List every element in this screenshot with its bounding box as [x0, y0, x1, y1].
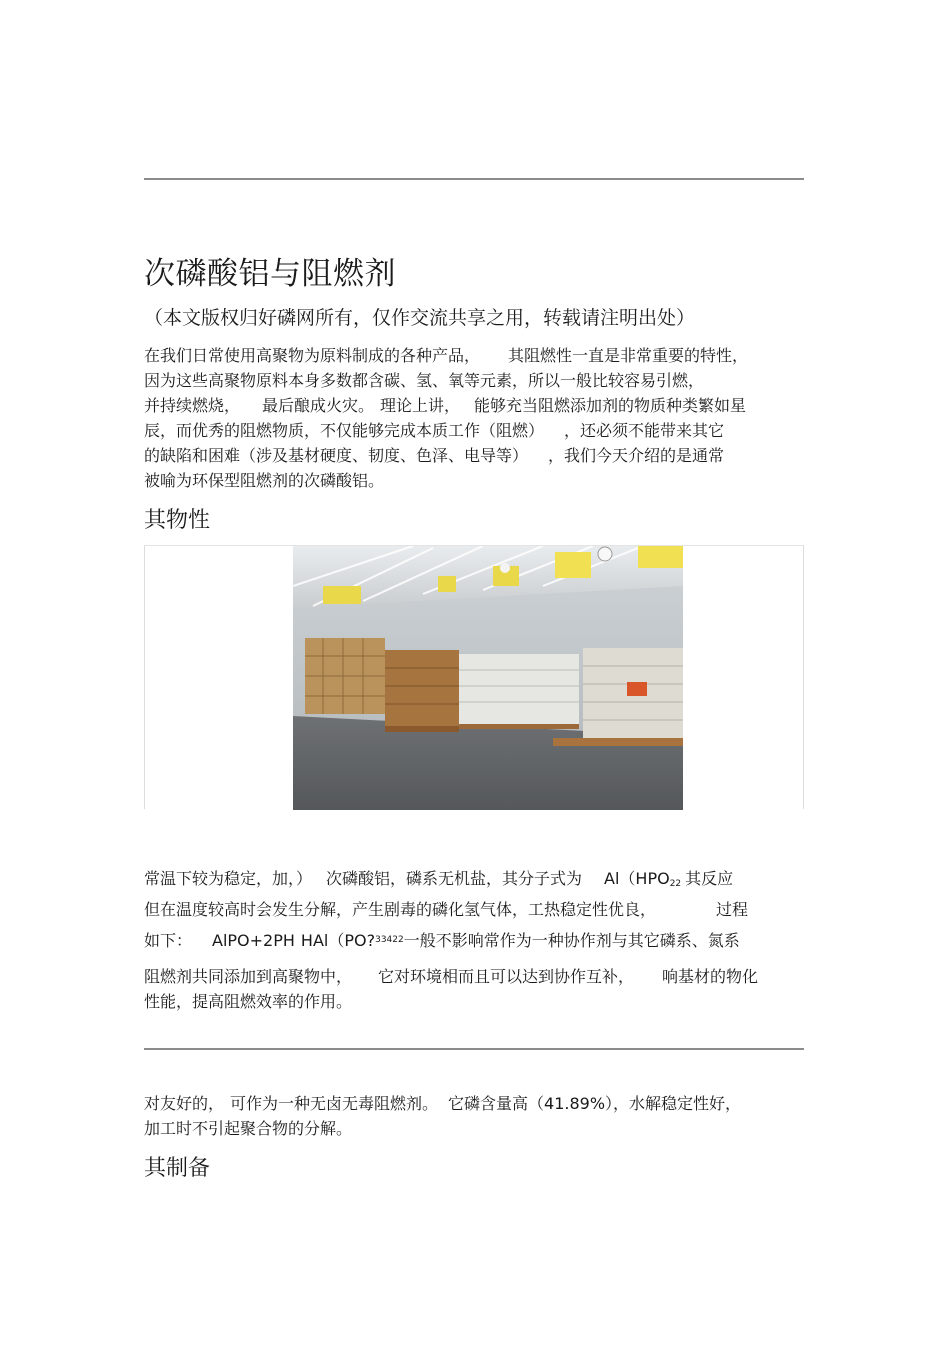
top-divider [144, 178, 804, 180]
text-line: 如下： AlPO+2PH HAl（PO?$^{33422}$一般不影响常作为一种协作剂与其它磷系、氮系 [144, 931, 740, 950]
warehouse-image-frame [144, 545, 804, 809]
text-line: 但在温度较高时会发生分解，产生剧毒的磷化氢气体，工热稳定性优良， 过程 [144, 900, 749, 919]
text-line: 对友好的， 可作为一种无卤无毒阻燃剂。 它磷含量高（41.89%），水解稳定性好， [144, 1094, 742, 1113]
synergy-paragraph [144, 964, 806, 1014]
copyright-subtitle: （本文版权归好磷网所有，仅作交流共享之用，转载请注明出处） [144, 307, 696, 329]
text-line: 辰，而优秀的阻燃物质，不仅能够完成本质工作（阻燃） ，还必须不能带来其它 [144, 421, 725, 440]
text-line: 在我们日常使用高聚物为原料制成的各种产品， 其阻燃性一直是非常重要的特性， [144, 346, 749, 365]
text-line: 因为这些高聚物原料本身多数都含碳、氢、氧等元素，所以一般比较容易引燃， [144, 371, 705, 390]
text-line: 被喻为环保型阻燃剂的次磷酸铝。 [144, 471, 385, 490]
text-line: 的缺陷和困难（涉及基材硬度、韧度、色泽、电导等） ，我们今天介绍的是通常 [144, 446, 725, 465]
section-heading-preparation: 其制备 [144, 1156, 211, 1181]
text-line: 性能，提高阻燃效率的作用。 [144, 992, 353, 1011]
text-line: 常温下较为稳定，加，） 次磷酸铝，磷系无机盐，其分子式为 $Al(HPO_{22}$ 其反应 [144, 869, 734, 889]
section-heading-properties: 其物性 [144, 508, 211, 533]
text-line: 加工时不引起聚合物的分解。 [144, 1119, 353, 1138]
eco-paragraph [144, 1091, 806, 1141]
intro-paragraph [144, 343, 806, 493]
reaction-line [144, 928, 806, 953]
text-line: 并持续燃烧， 最后酿成火灾。 理论上讲， 能够充当阻燃添加剂的物质种类繁如星 [144, 396, 747, 415]
text-line: 阻燃剂共同添加到高聚物中， 它对环境相而且可以达到协作互补， 响基材的物化 [144, 967, 759, 986]
warehouse-photo [293, 546, 683, 810]
middle-divider [144, 1048, 804, 1050]
page-title: 次磷酸铝与阻燃剂 [144, 256, 396, 292]
properties-paragraph [144, 866, 806, 922]
